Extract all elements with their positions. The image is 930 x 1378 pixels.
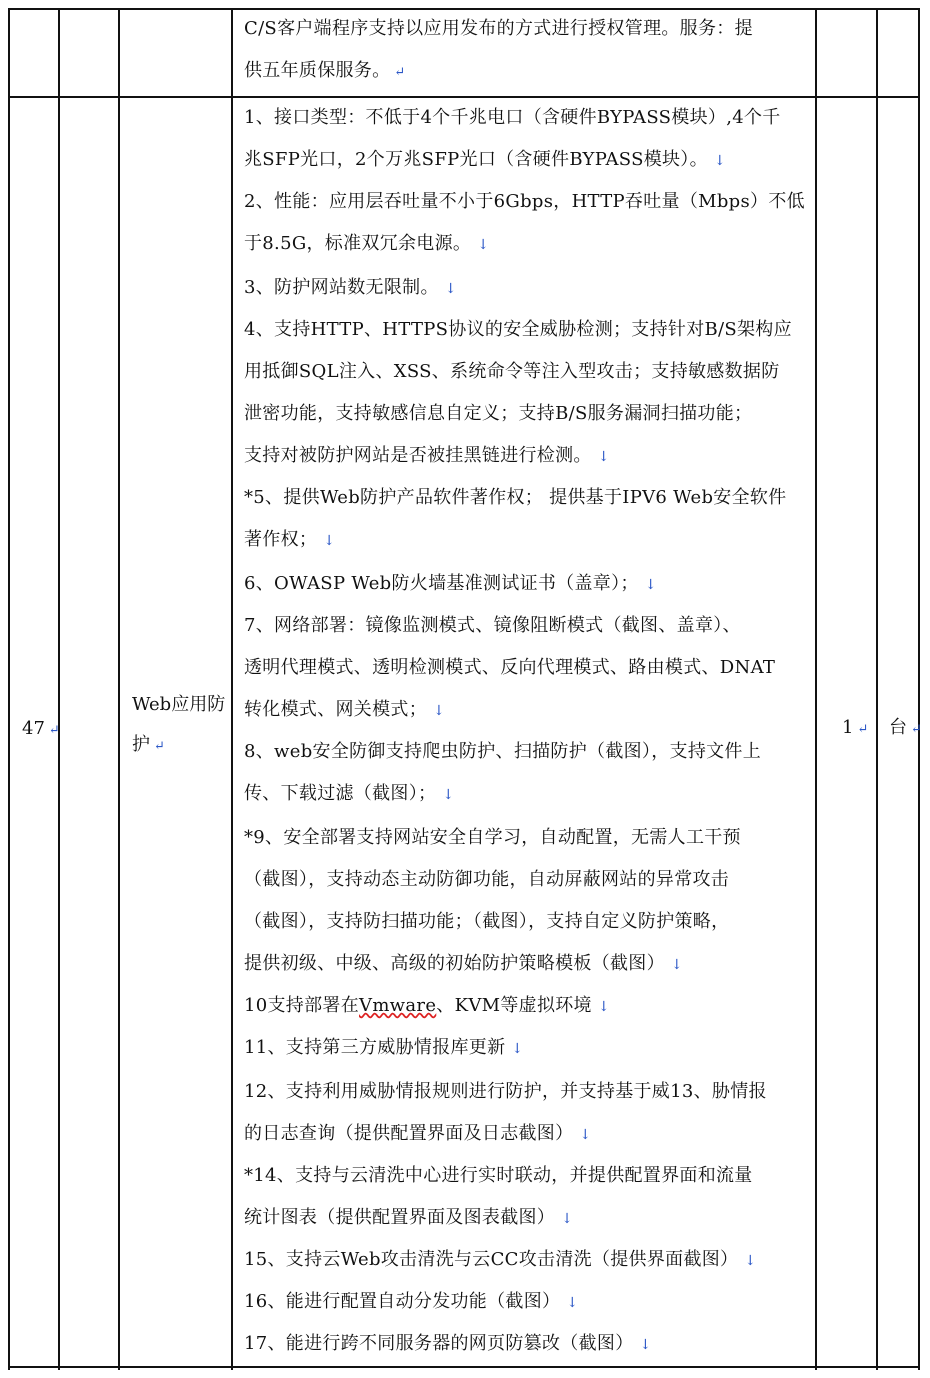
paragraph-mark: ↓: [744, 1253, 757, 1269]
cell-end-mark: ↵: [48, 723, 60, 738]
table-border-bottom: [8, 1366, 920, 1368]
row-number: [22, 718, 60, 742]
text-line: [244, 1207, 573, 1230]
text-line-content: 8、web安全防御支持爬虫防护、扫描防护（截图），支持文件上: [244, 741, 762, 762]
row-number-text: 47: [22, 718, 45, 739]
text-line: [244, 529, 335, 552]
table-border-col5: [876, 10, 878, 1370]
paragraph-mark: ↓: [670, 957, 683, 973]
text-line: [244, 445, 610, 468]
cell-end-mark: ↵: [911, 722, 922, 737]
cell-end-mark: ↵: [857, 722, 869, 737]
row-divider: [8, 96, 920, 98]
text-line: [244, 1165, 753, 1187]
text-line-content: 12、支持利用威胁情报规则进行防护，并支持基于威13、胁情报: [244, 1081, 767, 1102]
text-line: [244, 361, 780, 383]
table-border-top: [8, 8, 920, 10]
text-line-content: 7、网络部署：镜像监测模式、镜像阻断模式（截图、盖章）、: [244, 615, 741, 636]
paragraph-mark: ↓: [444, 281, 457, 297]
paragraph-mark: ↓: [597, 449, 610, 465]
quantity: [842, 717, 868, 741]
text-line: [244, 869, 729, 891]
text-line-content: *9、安全部署支持网站安全自学习，自动配置，无需人工干预: [244, 827, 741, 848]
product-name-line: 护: [132, 734, 150, 755]
table-border-col4: [815, 10, 817, 1370]
text-line-content: 15、支持云Web攻击清洗与云CC攻击清洗（提供界面截图）: [244, 1249, 739, 1270]
quantity-text: 1: [842, 717, 854, 738]
text-line-content: 11、支持第三方威胁情报库更新: [244, 1037, 506, 1058]
paragraph-mark: ↓: [566, 1295, 579, 1311]
text-line-content: （截图），支持防扫描功能；（截图），支持自定义防护策略，: [244, 911, 730, 932]
text-line: [244, 573, 657, 596]
text-line: [244, 233, 489, 256]
unit-text: 台: [889, 717, 907, 738]
text-line-content: 于8.5G，标准双冗余电源。: [244, 233, 472, 254]
text-line: [244, 657, 775, 679]
paragraph-mark: ↓: [323, 533, 336, 549]
text-line-content: 、KVM等虚拟环境: [436, 995, 592, 1016]
paragraph-mark: ↓: [579, 1127, 592, 1143]
paragraph-mark: ↓: [561, 1211, 574, 1227]
paragraph-mark: ↓: [713, 153, 726, 169]
text-line-content: 透明代理模式、透明检测模式、反向代理模式、路由模式、DNAT: [244, 657, 776, 678]
product-name-line: Web应用防: [132, 694, 226, 715]
text-line-content: 3、防护网站数无限制。: [244, 277, 439, 298]
table-border-col1: [58, 10, 60, 1370]
text-line-content: *14、支持与云清洗中心进行实时联动，并提供配置界面和流量: [244, 1165, 753, 1186]
paragraph-mark: ↓: [639, 1337, 652, 1353]
text-line-content: 传、下载过滤（截图）；: [244, 783, 437, 804]
cell-end-mark: ↵: [394, 65, 406, 80]
text-line: [244, 1037, 523, 1060]
table-border-col2: [118, 10, 120, 1370]
text-line-content: 兆SFP光口，2个万兆SFP光口（含硬件BYPASS模块）。: [244, 149, 708, 170]
text-line: [244, 191, 805, 213]
text-line: [244, 403, 752, 425]
text-line: [244, 615, 741, 637]
text-line-content: 供五年质保服务。: [244, 60, 391, 81]
paragraph-mark: ↓: [597, 999, 610, 1015]
text-line: [244, 319, 792, 341]
text-line: [244, 1333, 652, 1356]
text-line-content: 统计图表（提供配置界面及图表截图）: [244, 1207, 556, 1228]
paragraph-mark: ↓: [511, 1041, 524, 1057]
text-line: [244, 1123, 591, 1146]
text-line-content: 16、能进行配置自动分发功能（截图）: [244, 1291, 561, 1312]
text-line: [244, 18, 753, 40]
text-line-content: 用抵御SQL注入、XSS、系统命令等注入型攻击；支持敏感数据防: [244, 361, 780, 382]
unit: [889, 717, 922, 741]
text-line: [244, 1249, 756, 1272]
text-line: [244, 149, 726, 172]
text-line: [244, 60, 406, 84]
paragraph-mark: ↓: [477, 237, 490, 253]
text-line: [244, 911, 729, 933]
product-name: [132, 694, 225, 758]
text-line-content: 的日志查询（提供配置界面及日志截图）: [244, 1123, 574, 1144]
text-line-content: （截图），支持动态主动防御功能，自动屏蔽网站的异常攻击: [244, 869, 730, 890]
table-border-left: [8, 10, 10, 1370]
text-line: [244, 953, 683, 976]
text-line-content: 支持对被防护网站是否被挂黑链进行检测。: [244, 445, 592, 466]
text-line-content: 泄密功能，支持敏感信息自定义；支持B/S服务漏洞扫描功能；: [244, 403, 753, 424]
text-line-content: 提供初级、中级、高级的初始防护策略模板（截图）: [244, 953, 665, 974]
text-line: [244, 827, 741, 849]
text-line-content: 1、接口类型：不低于4个千兆电口（含硬件BYPASS模块）,4个千: [244, 107, 781, 128]
text-line: [244, 277, 457, 300]
text-line: [244, 487, 786, 509]
paragraph-mark: ↓: [644, 577, 657, 593]
text-line-content: 6、OWASP Web防火墙基准测试证书（盖章）；: [244, 573, 639, 594]
text-line: [244, 995, 610, 1018]
text-line-content: *5、提供Web防护产品软件著作权； 提供基于IPV6 Web安全软件: [244, 487, 787, 508]
spellcheck-flagged-word: Vmware: [359, 995, 437, 1016]
table-border-right: [918, 10, 920, 1370]
text-line-content: 17、能进行跨不同服务器的网页防篡改（截图）: [244, 1333, 634, 1354]
text-line-content: 2、性能：应用层吞吐量不小于6Gbps，HTTP吞吐量（Mbps）不低: [244, 191, 805, 212]
text-line: [244, 107, 781, 129]
text-line: [244, 1291, 578, 1314]
text-line: [244, 783, 454, 806]
paragraph-mark: ↓: [442, 787, 455, 803]
text-line-content: 著作权；: [244, 529, 318, 550]
text-line-content: 转化模式、网关模式；: [244, 699, 427, 720]
table-border-col3: [231, 10, 233, 1370]
text-line: [244, 1081, 767, 1103]
paragraph-mark: ↓: [433, 703, 446, 719]
cell-end-mark: ↵: [154, 739, 165, 754]
text-line: [244, 699, 445, 722]
text-line: [244, 741, 761, 763]
text-line-content: 10支持部署在: [244, 995, 360, 1016]
text-line-content: C/S客户端程序支持以应用发布的方式进行授权管理。服务：提: [244, 18, 753, 39]
text-line-content: 4、支持HTTP、HTTPS协议的安全威胁检测；支持针对B/S架构应: [244, 319, 792, 340]
